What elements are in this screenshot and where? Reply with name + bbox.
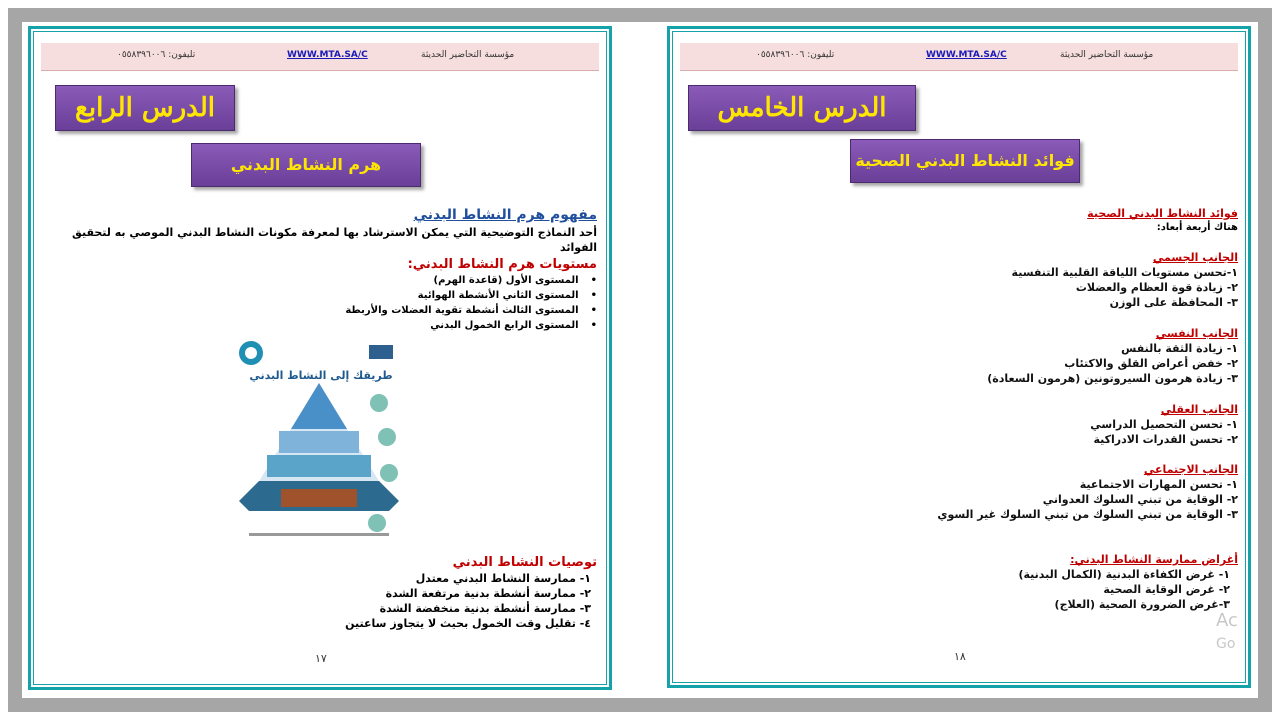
header-website-link[interactable]: WWW.MTA.SA/C: [287, 50, 368, 60]
list-item: ١- غرض الكفاءة البدنية (الكمال البدنية): [1018, 568, 1230, 581]
figure-title: طريقك إلى النشاط البدني: [249, 369, 393, 382]
page-header: [41, 43, 599, 71]
list-item: ٣-غرض الضرورة الصحية (العلاج): [1054, 598, 1230, 611]
section-title: الجانب الاجتماعي: [1143, 463, 1238, 476]
list-item: ٢- الوقاية من تبني السلوك العدواني: [1042, 493, 1238, 506]
recommendations-list: [345, 571, 591, 631]
lesson-title: الدرس الرابع: [55, 85, 235, 131]
watermark-line-2: Go: [1216, 636, 1236, 652]
list-item: • المستوى الأول (قاعدة الهرم): [345, 273, 597, 288]
right-page: [667, 26, 1251, 688]
lesson-subtitle: فوائد النشاط البدني الصحية: [850, 139, 1080, 183]
list-item: ٢- ممارسة أنشطة بدنية مرتفعة الشدة: [385, 587, 591, 600]
list-item: ٢- زيادة قوة العظام والعضلات: [1075, 281, 1238, 294]
list-item: ١- زيادة الثقة بالنفس: [1121, 342, 1238, 355]
purposes-heading: أغراض ممارسة النشاط البدني:: [1070, 553, 1238, 566]
header-org: مؤسسة التحاضير الحديثة: [1060, 50, 1154, 60]
list-item: ١- تحسن المهارات الاجتماعية: [1079, 478, 1238, 491]
header-org: مؤسسة التحاضير الحديثة: [421, 50, 515, 60]
benefits-intro-text: هناك أربعة أبعاد:: [1156, 222, 1238, 233]
list-item: • المستوى الثاني الأنشطة الهوائية: [345, 288, 597, 303]
levels-list: [345, 273, 597, 333]
list-item: • المستوى الثالث أنشطة تقوية العضلات والأربطة: [345, 303, 597, 318]
section-mental: [1090, 403, 1238, 447]
list-item: ٢- خفض أعراض القلق والاكتئاب: [1064, 357, 1238, 370]
concept-heading: مفهوم هرم النشاط البدني: [413, 207, 597, 223]
list-item: ٢- تحسن القدرات الادراكية: [1093, 433, 1238, 446]
section-psychological: [987, 327, 1238, 386]
header-phone: تليفون: ٠٥٥٨٣٩٦٠٠٦: [117, 50, 196, 60]
list-item: ٣- الوقاية من تبني السلوك من تبني السلوك غير السوي: [937, 508, 1238, 521]
concept-text: أحد النماذج التوضيحية التي يمكن الاسترشاد بها لمعرفة مكونات النشاط البدني الموصي به لتحقيق الفوائد: [72, 226, 597, 254]
header-phone: تليفون: ٠٥٥٨٣٩٦٠٠٦: [756, 50, 835, 60]
list-item: ٣- المحافظة على الوزن: [1109, 296, 1238, 309]
page-header: [680, 43, 1238, 71]
section-physical: [1012, 251, 1238, 310]
list-item: ١-تحسن مستويات اللياقة القلبية التنفسية: [1011, 266, 1238, 279]
benefits-intro: [1087, 207, 1238, 235]
left-page: [28, 26, 612, 690]
page-number: ١٧: [315, 652, 327, 665]
list-item: ١- ممارسة النشاط البدني معتدل: [415, 572, 591, 585]
section-title: الجانب النفسي: [1155, 327, 1238, 340]
benefits-heading: فوائد النشاط البدني الصحية: [1087, 207, 1238, 220]
list-item: ٢- غرض الوقاية الصحية: [1103, 583, 1230, 596]
lesson-subtitle: هرم النشاط البدني: [191, 143, 421, 187]
page-number: ١٨: [954, 650, 966, 663]
section-social: [937, 463, 1238, 522]
list-item: ٣- زيادة هرمون السيروتونين (هرمون السعادة): [987, 372, 1238, 385]
levels-heading: مستويات هرم النشاط البدني:: [407, 257, 597, 272]
watermark-line-1: Ac: [1216, 610, 1238, 631]
list-item: ٤- تقليل وقت الخمول بحيث لا يتجاوز ساعتين: [345, 617, 591, 630]
pyramid-illustration: [229, 333, 409, 543]
header-website-link[interactable]: WWW.MTA.SA/C: [926, 50, 1007, 60]
section-purposes: [1018, 553, 1238, 612]
section-title: الجانب العقلي: [1160, 403, 1238, 416]
recommendations-heading: توصيات النشاط البدني: [452, 555, 597, 570]
list-item: ٣- ممارسة أنشطة بدنية منخفضة الشدة: [379, 602, 591, 615]
section-title: الجانب الجسمي: [1152, 251, 1238, 264]
list-item: • المستوى الرابع الخمول البدني: [345, 318, 597, 333]
lesson-title: الدرس الخامس: [688, 85, 916, 131]
activity-pyramid-figure: [229, 333, 409, 543]
list-item: ١- تحسن التحصيل الدراسي: [1090, 418, 1238, 431]
